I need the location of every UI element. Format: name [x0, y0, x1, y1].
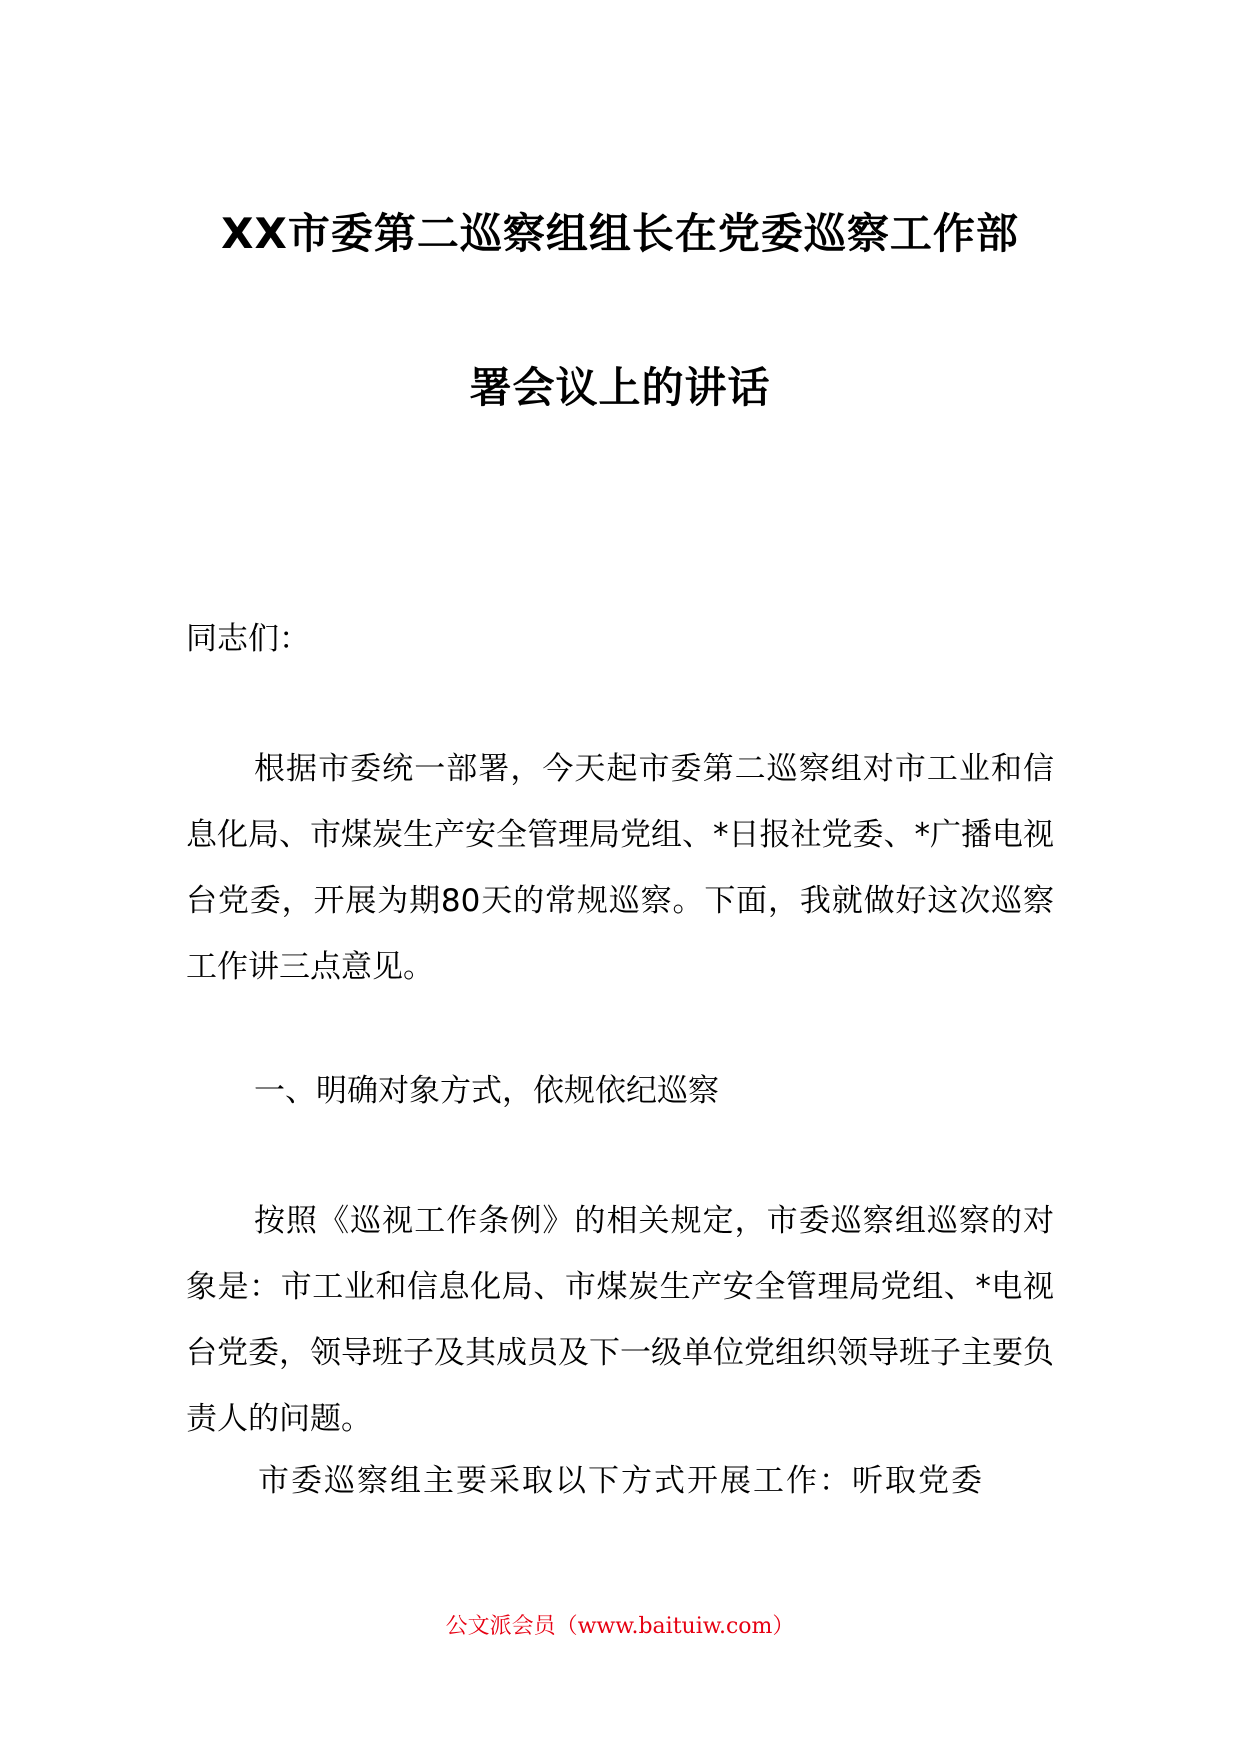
- section-heading-1: 一、明确对象方式，依规依纪巡察: [254, 1073, 719, 1109]
- document-title-line-1: XX市委第二巡察组组长在党委巡察工作部: [221, 209, 1019, 258]
- salutation: 同志们：: [186, 621, 310, 657]
- footer-watermark: 公文派会员（www.baituiw.com）: [445, 1614, 795, 1639]
- document-title-line-2: 署会议上的讲话: [469, 363, 771, 412]
- paragraph-inspection-targets: 按照《巡视工作条例》的相关规定，市委巡察组巡察的对象是：市工业和信息化局、市煤炭生产安全管理局党组、*电视台党委，领导班子及其成员及下一级单位党组织领导班子主要负责人的问题。: [186, 1203, 1054, 1437]
- paragraph-inspection-methods: 市委巡察组主要采取以下方式开展工作：听取党委: [258, 1463, 984, 1499]
- paragraph-intro: 根据市委统一部署，今天起市委第二巡察组对市工业和信息化局、市煤炭生产安全管理局党组、*日报社党委、*广播电视台党委，开展为期80天的常规巡察。下面，我就做好这次巡察工作讲三点意见。: [186, 751, 1054, 985]
